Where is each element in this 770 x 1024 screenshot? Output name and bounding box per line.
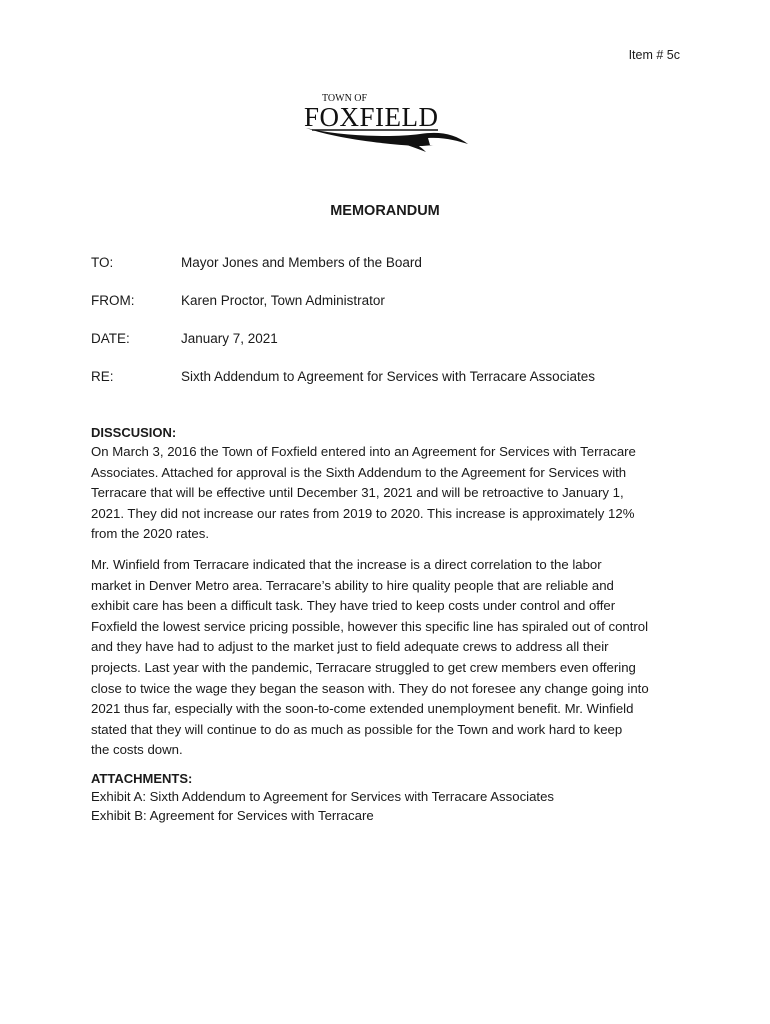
date-label: DATE:: [91, 331, 130, 346]
logo-top-text: TOWN OF: [322, 93, 368, 104]
discussion-paragraph-2: [91, 555, 691, 761]
discussion-paragraph-1: [91, 442, 691, 545]
text-line: market in Denver Metro area. Terracare’s ability to hire quality people that are reliable and: [91, 577, 614, 593]
foxfield-logo: [300, 88, 475, 160]
discussion-heading: DISSCUSION:: [91, 425, 177, 440]
attachments-heading: ATTACHMENTS:: [91, 771, 193, 786]
from-value: Karen Proctor, Town Administrator: [181, 293, 385, 308]
re-label: RE:: [91, 369, 114, 384]
text-line: Associates. Attached for approval is the Sixth Addendum to the Agreement for Services with: [91, 464, 627, 480]
attachments-section: [91, 770, 691, 825]
discussion-section: [91, 424, 691, 545]
to-label: TO:: [91, 255, 114, 270]
from-label: FROM:: [91, 293, 135, 308]
text-line: 2021. They did not increase our rates from 2019 to 2020. This increase is approximately 12%: [91, 505, 635, 521]
fox-tail-logo-icon: [300, 88, 475, 160]
text-line: and they have had to adjust to the market just to field adequate crews to address all their: [91, 639, 609, 655]
text-line: the costs down.: [91, 742, 183, 758]
re-value: Sixth Addendum to Agreement for Services with Terracare Associates: [181, 369, 595, 384]
item-number: Item # 5c: [628, 48, 680, 62]
text-line: On March 3, 2016 the Town of Foxfield entered into an Agreement for Services with Terracare: [91, 444, 636, 459]
text-line: 2021 thus far, especially with the soon-to-come extended unemployment benefit. Mr. Winfield: [91, 701, 634, 717]
text-line: exhibit care has been a difficult task. They have tried to keep costs under control and offer: [91, 598, 616, 614]
text-line: close to twice the wage they began the season with. They do not foresee any change going into: [91, 680, 649, 696]
text-line: projects. Last year with the pandemic, Terracare struggled to get crew members even offering: [91, 659, 636, 675]
logo-name-text: FOXFIELD: [304, 102, 439, 132]
memo-title: MEMORANDUM: [330, 203, 440, 219]
text-line: from the 2020 rates.: [91, 526, 210, 542]
text-line: stated that they will continue to do as much as possible for the Town and work hard to keep: [91, 721, 623, 737]
text-line: Mr. Winfield from Terracare indicated that the increase is a direct correlation to the labor: [91, 557, 602, 572]
date-value: January 7, 2021: [181, 331, 278, 346]
attachment-item: Exhibit B: Agreement for Services with Terracare: [91, 807, 374, 823]
attachment-item: Exhibit A: Sixth Addendum to Agreement for Services with Terracare Associates: [91, 789, 555, 804]
to-value: Mayor Jones and Members of the Board: [181, 255, 422, 270]
text-line: Foxfield the lowest service pricing possible, however this specific line has spiraled out of control: [91, 618, 649, 634]
text-line: Terracare that will be effective until December 31, 2021 and will be retroactive to January 1,: [91, 485, 624, 501]
